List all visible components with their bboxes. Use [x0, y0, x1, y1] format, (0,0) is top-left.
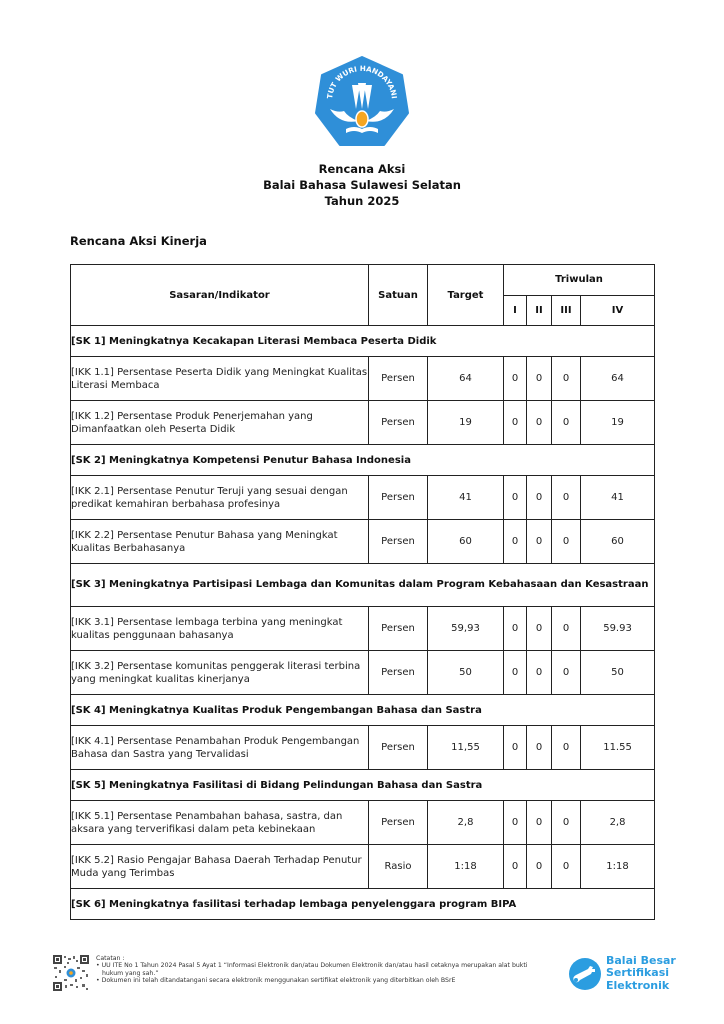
- ikk-q4: 2,8: [581, 801, 655, 845]
- ikk-satuan: Persen: [369, 357, 428, 401]
- bsre-logo: [568, 955, 678, 993]
- ikk-q1: 0: [504, 651, 527, 695]
- footer-notes: [96, 955, 566, 985]
- ikk-label: [IKK 5.1] Persentase Penambahan bahasa, sastra, dan aksara yang terverifikasi dalam peta kebinekaan: [71, 801, 369, 845]
- bsre-text: [606, 955, 676, 992]
- ikk-q3: 0: [552, 845, 581, 889]
- ikk-target: 41: [428, 476, 504, 520]
- ikk-label: [IKK 1.1] Persentase Peserta Didik yang Meningkat Kualitas Literasi Membaca: [71, 357, 369, 401]
- ikk-target: 1:18: [428, 845, 504, 889]
- header-sasaran: Sasaran/Indikator: [71, 265, 369, 326]
- title-line-1: Rencana Aksi: [318, 162, 406, 176]
- ikk-q3: 0: [552, 801, 581, 845]
- ikk-q3: 0: [552, 607, 581, 651]
- bsre-line-3: Elektronik: [606, 978, 670, 992]
- ikk-q4: 60: [581, 520, 655, 564]
- ikk-row: [71, 357, 655, 401]
- ikk-target: 2,8: [428, 801, 504, 845]
- ikk-label: [IKK 2.1] Persentase Penutur Teruji yang sesuai dengan predikat kemahiran berbahasa profesinya: [71, 476, 369, 520]
- note-item-continued: hukum yang sah.”: [102, 969, 159, 977]
- ikk-q2: 0: [527, 476, 552, 520]
- ikk-satuan: Persen: [369, 726, 428, 770]
- ikk-row: [71, 607, 655, 651]
- ikk-q2: 0: [527, 520, 552, 564]
- ikk-satuan: Persen: [369, 520, 428, 564]
- bsre-key-icon: [568, 957, 602, 995]
- ikk-q2: 0: [527, 845, 552, 889]
- ikk-q1: 0: [504, 726, 527, 770]
- note-item: • UU ITE No 1 Tahun 2024 Pasal 5 Ayat 1 “Informasi Elektronik dan/atau Dokumen Elektronik dan/atau hasil cetaknya merupakan alat bukti: [96, 962, 528, 970]
- ikk-row: [71, 476, 655, 520]
- title-line-3: Tahun 2025: [324, 194, 400, 208]
- ikk-row: [71, 520, 655, 564]
- ikk-row: [71, 845, 655, 889]
- ikk-q4: 41: [581, 476, 655, 520]
- sk-label: [SK 3] Meningkatnya Partisipasi Lembaga dan Komunitas dalam Program Kebahasaan dan Kesastraan: [71, 564, 655, 607]
- ikk-q2: 0: [527, 401, 552, 445]
- ikk-label: [IKK 3.2] Persentase komunitas penggerak literasi terbina yang meningkat kualitas kinerjanya: [71, 651, 369, 695]
- ikk-q4: 19: [581, 401, 655, 445]
- ikk-q3: 0: [552, 357, 581, 401]
- ikk-q4: 1:18: [581, 845, 655, 889]
- ikk-q2: 0: [527, 801, 552, 845]
- ikk-satuan: Persen: [369, 801, 428, 845]
- ikk-label: [IKK 4.1] Persentase Penambahan Produk Pengembangan Bahasa dan Sastra yang Tervalidasi: [71, 726, 369, 770]
- ikk-q2: 0: [527, 357, 552, 401]
- ikk-label: [IKK 5.2] Rasio Pengajar Bahasa Daerah Terhadap Penutur Muda yang Terimbas: [71, 845, 369, 889]
- ikk-target: 50: [428, 651, 504, 695]
- title-line-2: Balai Bahasa Sulawesi Selatan: [263, 178, 461, 192]
- ikk-satuan: Persen: [369, 607, 428, 651]
- sk-label: [SK 4] Meningkatnya Kualitas Produk Pengembangan Bahasa dan Sastra: [71, 695, 655, 726]
- ikk-label: [IKK 1.2] Persentase Produk Penerjemahan yang Dimanfaatkan oleh Peserta Didik: [71, 401, 369, 445]
- header-satuan: Satuan: [369, 265, 428, 326]
- document-title: [0, 161, 724, 209]
- ikk-satuan: Rasio: [369, 845, 428, 889]
- ikk-satuan: Persen: [369, 476, 428, 520]
- notes-title: Catatan :: [96, 955, 125, 962]
- ikk-q4: 59.93: [581, 607, 655, 651]
- ikk-q3: 0: [552, 476, 581, 520]
- ikk-row: [71, 651, 655, 695]
- ikk-row: [71, 726, 655, 770]
- sk-row: [71, 445, 655, 476]
- ikk-label: [IKK 3.1] Persentase lembaga terbina yang meningkat kualitas penggunaan bahasanya: [71, 607, 369, 651]
- header-q2: II: [527, 295, 552, 326]
- tut-wuri-handayani-logo-icon: [314, 55, 410, 149]
- ikk-row: [71, 401, 655, 445]
- svg-text:TUT WURI HANDAYANI: TUT WURI HANDAYANI: [325, 63, 399, 100]
- ikk-q2: 0: [527, 651, 552, 695]
- ikk-q3: 0: [552, 651, 581, 695]
- header-q1: I: [504, 295, 527, 326]
- section-heading: Rencana Aksi Kinerja: [70, 234, 207, 248]
- ikk-q1: 0: [504, 845, 527, 889]
- header-q3: III: [552, 295, 581, 326]
- ikk-label: [IKK 2.2] Persentase Penutur Bahasa yang Meningkat Kualitas Berbahasanya: [71, 520, 369, 564]
- ikk-q1: 0: [504, 520, 527, 564]
- ikk-satuan: Persen: [369, 651, 428, 695]
- ikk-q4: 64: [581, 357, 655, 401]
- sk-row: [71, 695, 655, 726]
- sk-row: [71, 564, 655, 607]
- qr-code-icon: [53, 955, 89, 991]
- sk-label: [SK 5] Meningkatnya Fasilitasi di Bidang Pelindungan Bahasa dan Sastra: [71, 770, 655, 801]
- ikk-q3: 0: [552, 726, 581, 770]
- ikk-q1: 0: [504, 476, 527, 520]
- ikk-q1: 0: [504, 607, 527, 651]
- ikk-target: 60: [428, 520, 504, 564]
- ikk-satuan: Persen: [369, 401, 428, 445]
- ikk-q4: 50: [581, 651, 655, 695]
- ikk-row: [71, 801, 655, 845]
- header-target: Target: [428, 265, 504, 326]
- ikk-target: 11,55: [428, 726, 504, 770]
- note-item: • Dokumen ini telah ditandatangani secara elektronik menggunakan sertifikat elektronik yang diterbitkan oleh BSrE: [96, 977, 456, 985]
- bsre-line-2: Sertifikasi: [606, 966, 670, 980]
- sk-row: [71, 770, 655, 801]
- ikk-q3: 0: [552, 401, 581, 445]
- bsre-line-1: Balai Besar: [606, 954, 676, 967]
- ikk-q1: 0: [504, 357, 527, 401]
- ikk-q1: 0: [504, 401, 527, 445]
- ikk-q1: 0: [504, 801, 527, 845]
- rencana-aksi-table: [70, 264, 655, 920]
- ikk-q2: 0: [527, 726, 552, 770]
- sk-label: [SK 1] Meningkatnya Kecakapan Literasi Membaca Peserta Didik: [71, 326, 655, 357]
- ikk-q4: 11.55: [581, 726, 655, 770]
- header-q4: IV: [581, 295, 655, 326]
- ikk-q2: 0: [527, 607, 552, 651]
- header-triwulan: Triwulan: [504, 265, 655, 296]
- sk-row: [71, 889, 655, 920]
- ikk-target: 59,93: [428, 607, 504, 651]
- ikk-target: 19: [428, 401, 504, 445]
- sk-label: [SK 2] Meningkatnya Kompetensi Penutur Bahasa Indonesia: [71, 445, 655, 476]
- ikk-q3: 0: [552, 520, 581, 564]
- sk-row: [71, 326, 655, 357]
- ikk-target: 64: [428, 357, 504, 401]
- sk-label: [SK 6] Meningkatnya fasilitasi terhadap lembaga penyelenggara program BIPA: [71, 889, 655, 920]
